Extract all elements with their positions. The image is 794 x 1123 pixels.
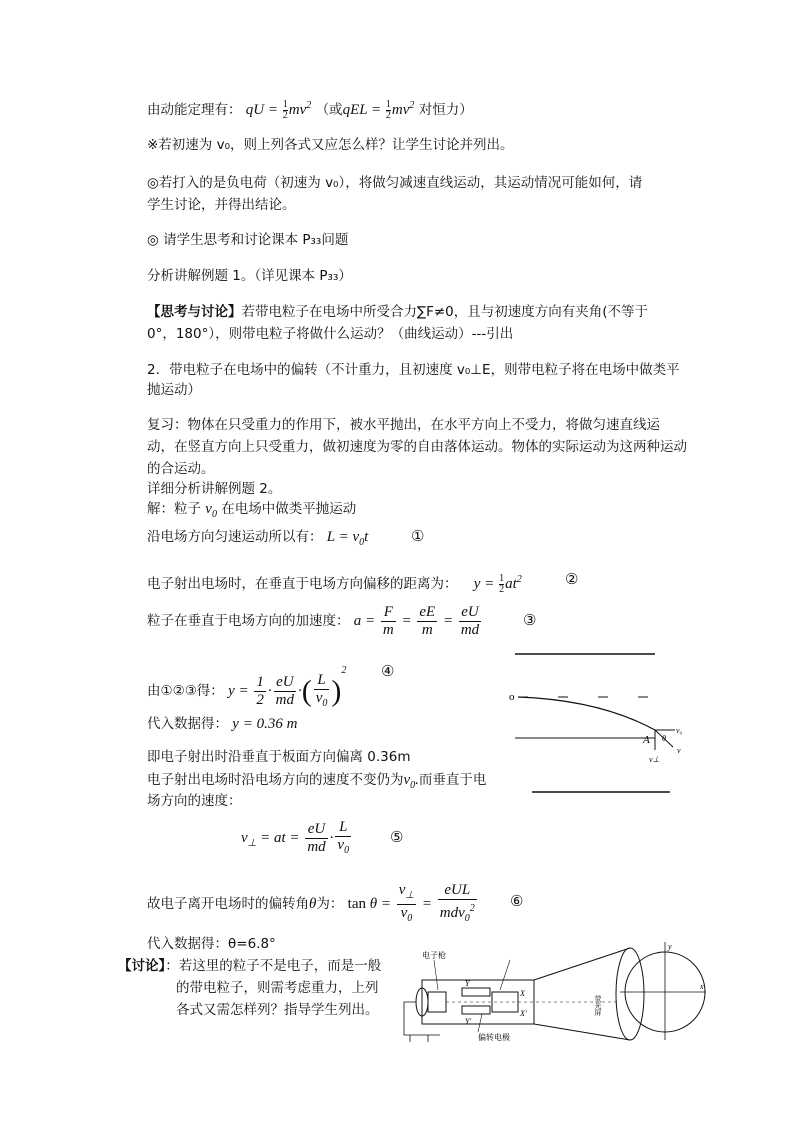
discussion-line-2: 的带电粒子，则需考虑重力，上列 (176, 980, 379, 996)
question-line: ※若初速为 v₀，则上列各式又应怎么样？让学生讨论并列出。 (147, 137, 514, 153)
text: 故电子离开电场时的偏转角 (147, 895, 309, 912)
equation-4: y = $\frac{1}{2}$ · $\frac{eU}{md}$ ·( $\frac{L}{v_0}$ )$^2$ (228, 683, 346, 699)
velocity-line-2: 场方向的速度： (147, 793, 242, 809)
deflection-trajectory-figure (500, 645, 700, 800)
equation-3: a = $\frac{F}{m}$ = $\frac{eE}{m}$ = $\frac{eU}{md}$ (353, 604, 480, 639)
review-line-2: 动，在竖直方向上只受重力，做初速度为零的自由落体运动。物体的实际运动为这两种运动 (147, 439, 687, 455)
paragraph-negative-charge-2: 学生讨论，并得出结论。 (147, 197, 296, 213)
think-discuss-line-2: 0°，180°），则带电粒子将做什么运动？（曲线运动）---引出 (147, 326, 514, 342)
plates-label: 偏转电极 (478, 1033, 510, 1042)
text: 沿电场方向匀速运动所以有： (147, 529, 323, 545)
screen-ellipse (616, 948, 644, 1040)
theta-label: θ (662, 734, 666, 743)
gun-label: 电子枪 (422, 951, 446, 960)
y-plate-top (462, 988, 490, 996)
text: 若带电粒子在电场中所受合力∑F≠0，且与初速度方向有夹角(不等于 (241, 304, 649, 320)
trajectory-curve (518, 697, 655, 730)
discussion-heading: 【讨论】 (118, 958, 166, 974)
paragraph-negative-charge-1: ◎若打入的是负电荷（初速为 v₀），将做匀减速直线运动，其运动情况可能如何，请 (147, 175, 643, 191)
v-label: v (677, 746, 681, 755)
v0-label: v₀ (676, 726, 683, 735)
label-line-gun (434, 960, 438, 990)
origin-label: o (509, 691, 515, 703)
y-plate-bottom (462, 1006, 490, 1014)
x-prime-label: X' (520, 1009, 527, 1018)
oscilloscope-tube-figure (400, 940, 710, 1045)
section-2-heading-2: 抛运动） (147, 382, 201, 398)
section-2-heading-1: 2．带电粒子在电场中的偏转（不计重力，且初速度 v₀⊥E，则带电粒子将在电场中做类平 (147, 362, 680, 378)
discussion-line-3: 各式又需怎样列？指导学生列出。 (176, 1002, 379, 1018)
review-line-3: 的合运动。 (147, 461, 215, 477)
y-prime-label: Y' (465, 1017, 472, 1026)
text: 电子射出电场时，在垂直于电场方向偏移的距离为： (147, 576, 458, 592)
formula-qU: qU = $\frac{1}{2}$ $mv^2$ (245, 99, 312, 122)
equation-5-line (147, 714, 297, 734)
electron-gun (428, 992, 446, 1012)
x-label: X (520, 989, 525, 998)
example-1-line: 分析讲解例题 1。（详见课本 P₃₃） (147, 268, 352, 284)
solution-line (147, 499, 356, 525)
equation-4-line (147, 650, 346, 713)
equation-1-line (147, 527, 368, 553)
text: （或 (315, 102, 343, 118)
equation-5-number: ⑤ (390, 830, 404, 846)
label-line-plates-2 (500, 960, 510, 990)
kinetic-energy-line (147, 96, 473, 121)
example-2-line: 详细分析讲解例题 2。 (147, 481, 282, 497)
text: 解：粒子 (147, 501, 201, 517)
equation-6: tan θ = $\frac{v_\perp}{v_0}$ = $\frac{\text{eUL}}{mdv_0^2}$ (348, 896, 479, 912)
text: 粒子在垂直于电场方向的加速度： (147, 613, 350, 629)
equation-3-number: ③ (523, 613, 537, 629)
equation-2: y = $\frac{1}{2}$ $at^2$ (473, 573, 522, 596)
vperp-label: v⊥ (649, 755, 660, 764)
text: 代入数据得： (147, 716, 228, 732)
v0-symbol: $v_0$ (205, 501, 217, 520)
text: 对恒力） (418, 102, 473, 118)
text: 由①②③得： (147, 683, 224, 699)
discussion-line-1 (118, 956, 381, 976)
y-result: y = 0.36 m (232, 716, 298, 732)
equation-1: $L = v_0t$ (326, 529, 369, 548)
equation-3-line (147, 603, 483, 639)
offset-line: 即电子射出时沿垂直于板面方向偏离 0.36m (147, 749, 411, 765)
equation-2-line (147, 570, 522, 595)
text: 为： (316, 895, 344, 912)
text: ：若这里的粒子不是电子，而是一般 (165, 958, 382, 974)
text: 由动能定理有： (147, 102, 242, 118)
think-discuss-heading: 【思考与讨论】 (147, 304, 242, 320)
equation-2-number: ② (565, 572, 579, 588)
text: 在电场中做类平抛运动 (221, 501, 357, 517)
text: 而垂直于电 (418, 772, 487, 788)
formula-qEL: qEL = $\frac{1}{2}$ $mv^2$ (342, 99, 415, 122)
equation-6-number: ⑥ (510, 894, 524, 910)
theta-symbol: θ (309, 895, 317, 912)
textbook-question-line: ◎ 请学生思考和讨论课本 P₃₃问题 (147, 232, 349, 248)
y-label: Y (465, 979, 470, 988)
equation-4-number: ④ (381, 664, 395, 680)
review-line-1: 复习：物体在只受重力的作用下，被水平抛出，在水平方向上不受力，将做匀速直线运 (147, 417, 660, 433)
screen-y-label: y (668, 942, 672, 951)
angle-result-line: 代入数据得：θ=6.8° (147, 936, 276, 952)
screen-label: 荧光屏 (594, 995, 602, 1016)
screen-x-label: x (700, 982, 704, 991)
text: 电子射出电场时沿电场方向的速度不变仍为 (147, 772, 404, 788)
v0-symbol: $v_0$. (403, 772, 419, 791)
equation-5: $v_\perp$ = at = $\frac{eU}{md}$ · $\frac{L}{v_0}$ (241, 818, 353, 864)
equation-6-line (147, 882, 479, 927)
label-line-plates (478, 1014, 482, 1032)
equation-1-number: ① (411, 529, 425, 545)
point-a-label: A (643, 734, 650, 746)
think-discuss-line-1 (147, 302, 648, 322)
